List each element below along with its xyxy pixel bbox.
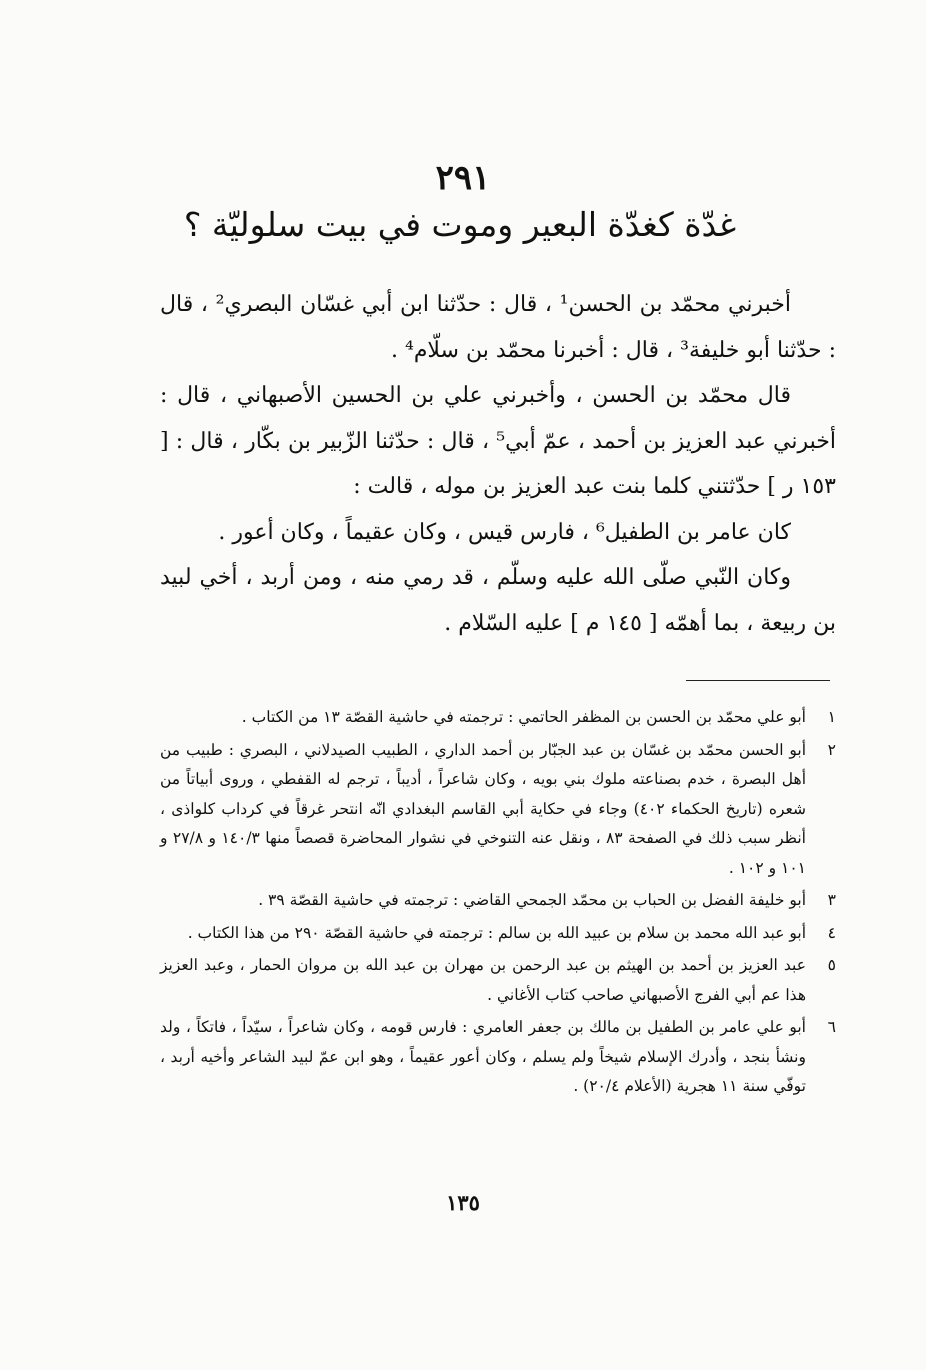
story-number: ٢٩١ <box>435 158 491 198</box>
footnotes <box>160 703 836 1105</box>
body-paragraph: كان عامر بن الطفيل⁶ ، فارس قيس ، وكان عقيماً ، وكان أعور . <box>218 519 791 545</box>
body-paragraph: وكان النّبي صلّى الله عليه وسلّم ، قد رمي منه ، ومن أربد ، أخي لبيد بن ربيعة ، بما أهمّه [ ١٤٥ م ] عليه السّلام . <box>160 565 836 636</box>
footnote-text: أبو علي عامر بن الطفيل بن مالك بن جعفر العامري : فارس قومه ، وكان شاعراً ، سيّداً ، فاتكاً ، ولد ونشأ بنجد ، وأدرك الإسلام شيخاً ولم يسلم ، وكان أعور عقيماً ، وهو ابن عمّ لبيد الشاعر وأخيه أربد ، توفّي سنة ١١ هجرية (الأعلام ٢٠/٤) . <box>160 1018 806 1095</box>
footnote-text: أبو خليفة الفضل بن الحباب بن محمّد الجمحي القاضي : ترجمته في حاشية القصّة ٣٩ . <box>258 891 806 909</box>
body-paragraph: أخبرني محمّد بن الحسن¹ ، قال : حدّثنا ابن أبي غسّان البصري² ، قال : حدّثنا أبو خليفة³ ، قال : أخبرنا محمّد بن سلّام⁴ . <box>160 292 836 363</box>
footnote-number: ٥ <box>827 956 836 974</box>
footnote-text: أبو الحسن محمّد بن غسّان بن عبد الجبّار بن أحمد الداري ، الطبيب الصيدلاني ، البصري : طبيب من أهل البصرة ، خدم بصناعته ملوك بني بويه ، وكان شاعراً ، أديباً ، ترجم له القفطي ، وروى أبياتاً من شعره (تاريخ الحكماء ٤٠٢) وجاء في حكاية أبي القاسم البغدادي انّه انتحر غرقاً في كرداب كلواذى ، أنظر سبب ذلك في الصفحة ٨٣ ، ونقل عنه التنوخي في نشوار المحاضرة قصصاً منها ١٤٠/٣ و ٢٧/٨ و ١٠١ و ١٠٢ . <box>160 740 806 877</box>
footnote-text: أبو علي محمّد بن الحسن بن المظفر الحاتمي : ترجمته في حاشية القصّة ١٣ من الكتاب . <box>241 708 806 726</box>
footnote <box>160 703 836 733</box>
footnote-number: ٤ <box>827 923 836 942</box>
footnote <box>160 886 836 916</box>
footnote-text: أبو عبد الله محمد بن سلام بن عبيد الله بن سالم : ترجمته في حاشية القصّة ٢٩٠ من هذا الكتاب . <box>187 923 806 942</box>
page-number: ١٣٥ <box>446 1190 480 1215</box>
story-title: غدّة كغدّة البعير وموت في بيت سلوليّة ؟ <box>183 205 737 244</box>
footnote <box>160 951 836 1010</box>
footnote-number: ٦ <box>827 1018 836 1036</box>
footnote-number: ٣ <box>827 891 836 909</box>
footnote-number: ١ <box>827 708 836 726</box>
body-text <box>160 282 836 646</box>
footnote-text: عبد العزيز بن أحمد بن الهيثم بن عبد الرحمن بن مهران بن عبد الله بن مروان الحمار ، وعبد العزيز هذا عم أبي الفرج الأصبهاني صاحب كتاب الأغاني . <box>160 956 806 1004</box>
body-paragraph: قال محمّد بن الحسن ، وأخبرني علي بن الحسين الأصبهاني ، قال : أخبرني عبد العزيز بن أحمد ، عمّ أبي⁵ ، قال : حدّثنا الزّبير بن بكّار ، قال : [ ١٥٣ ر ] حدّثتني كلما بنت عبد العزيز بن موله ، قالت : <box>160 383 836 499</box>
footnote <box>160 1013 836 1102</box>
footnote <box>160 736 836 884</box>
footnote-divider <box>686 680 830 681</box>
footnote-number: ٢ <box>827 740 836 759</box>
footnote <box>160 919 836 949</box>
